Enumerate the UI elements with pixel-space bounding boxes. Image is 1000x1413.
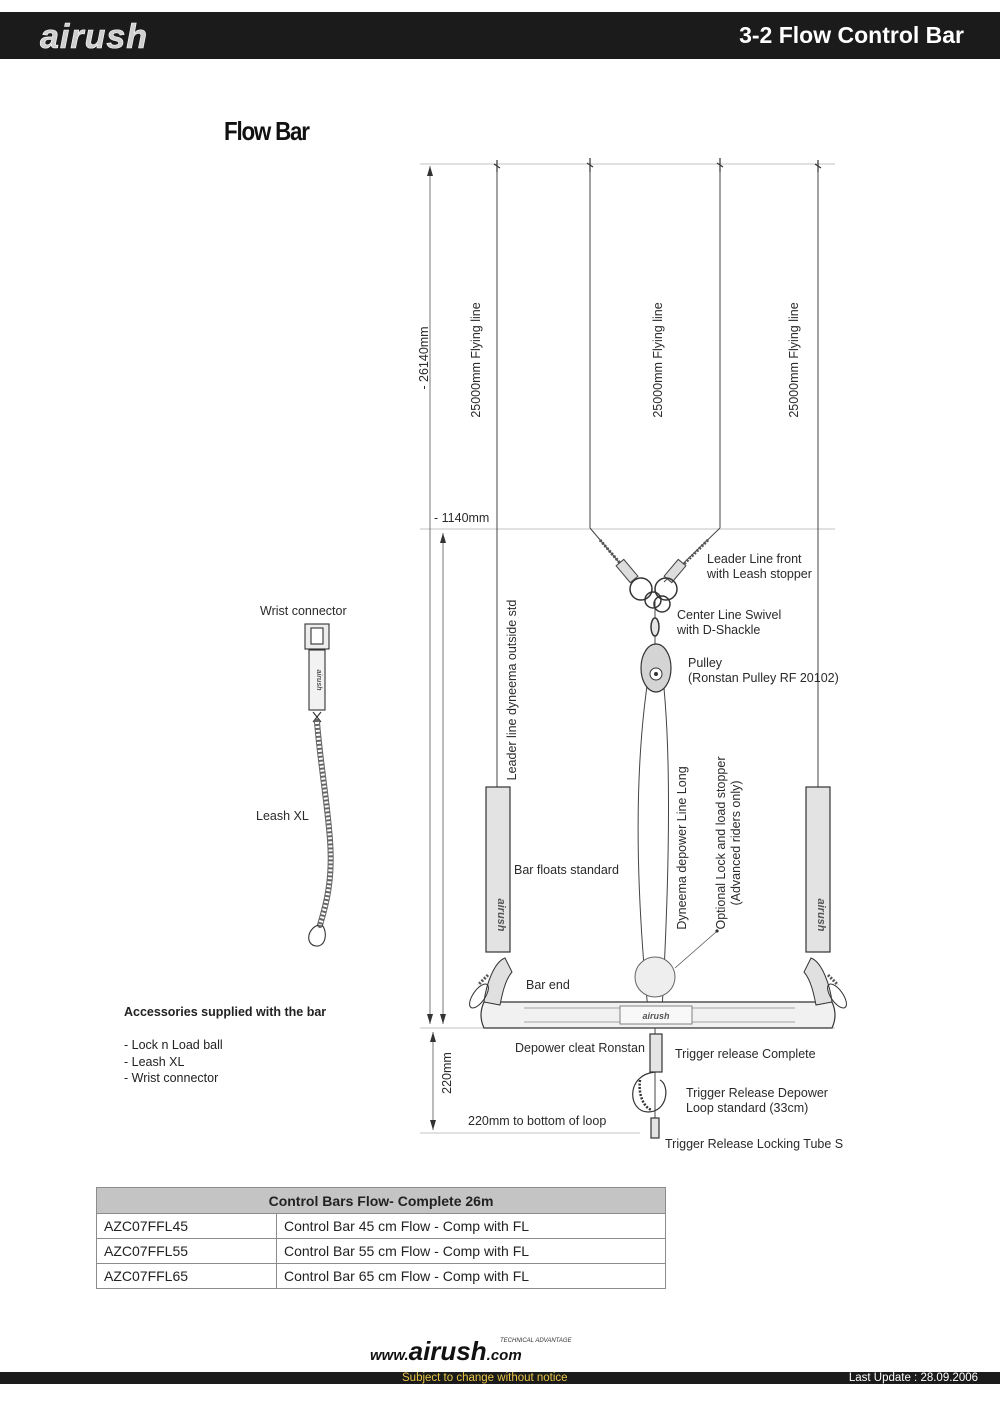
depower-line-label: Dyneema depower Line Long — [675, 766, 689, 930]
footer-notice: Subject to change without notice — [402, 1372, 568, 1384]
product-description: Control Bar 55 cm Flow - Comp with FL — [277, 1239, 666, 1264]
flying-line-center-label: 25000mm Flying line — [651, 302, 665, 418]
footer-tagline: TECHNICAL ADVANTAGE — [500, 1338, 572, 1344]
leader-outside-label: Leader line dyneema outside std — [505, 599, 519, 781]
table-row — [97, 1214, 666, 1239]
product-code: AZC07FFL65 — [97, 1264, 277, 1289]
product-code: AZC07FFL55 — [97, 1239, 277, 1264]
footer-url-suffix: .com — [486, 1347, 522, 1364]
dim-total-label: - 26140mm — [417, 326, 431, 390]
table-row — [97, 1239, 666, 1264]
leader-line-front-label-2: with Leash stopper — [707, 567, 812, 581]
dim-loop-label: 220mm — [440, 1052, 454, 1094]
trigger-tube-label: Trigger Release Locking Tube S — [665, 1137, 844, 1151]
trigger-depower-label-2: Loop standard (33cm) — [686, 1101, 809, 1115]
product-description: Control Bar 45 cm Flow - Comp with FL — [277, 1214, 666, 1239]
footer-bar — [0, 1372, 1000, 1384]
wrist-brand: airush — [315, 669, 322, 691]
control-bars-table — [96, 1187, 666, 1289]
float-brand-left: airush — [495, 898, 507, 932]
trigger-complete-label: Trigger release Complete — [675, 1047, 816, 1061]
footer-url-prefix: www. — [370, 1347, 409, 1364]
accessory-item: - Leash XL — [124, 1054, 185, 1069]
table-row — [97, 1264, 666, 1289]
accessories-list — [124, 1037, 223, 1087]
dim-leader-label: - 1140mm — [434, 511, 490, 525]
footer-website-logo — [370, 1334, 630, 1368]
wrist-connector-label: Wrist connector — [260, 604, 347, 618]
flying-line-right-label: 25000mm Flying line — [787, 302, 801, 418]
bar-floats-label: Bar floats standard — [514, 863, 619, 877]
optional-lock-label: Optional Lock and load stopper — [714, 756, 728, 930]
product-code: AZC07FFL45 — [97, 1214, 277, 1239]
product-description: Control Bar 65 cm Flow - Comp with FL — [277, 1264, 666, 1289]
trigger-depower-label: Trigger Release Depower — [686, 1086, 828, 1100]
bar-end-label: Bar end — [526, 978, 570, 992]
dim-loop-bottom-label: 220mm to bottom of loop — [468, 1114, 607, 1128]
table-title: Control Bars Flow- Complete 26m — [97, 1188, 666, 1214]
pulley-label: Pulley — [688, 656, 723, 670]
footer-url-brand: airush — [408, 1336, 487, 1366]
footer-last-update: Last Update : 28.09.2006 — [848, 1372, 978, 1384]
swivel-label-2: with D-Shackle — [677, 623, 761, 637]
accessory-item: - Lock n Load ball — [124, 1038, 223, 1052]
table-header-row — [97, 1188, 666, 1214]
optional-lock-label-2: (Advanced riders only) — [729, 780, 743, 906]
accessories-title: Accessories supplied with the bar — [124, 1005, 327, 1019]
float-brand-right: airush — [815, 898, 827, 932]
page-heading: Flow Bar — [224, 116, 309, 146]
accessory-item: - Wrist connector — [124, 1071, 219, 1085]
depower-cleat-label: Depower cleat Ronstan — [515, 1041, 645, 1055]
leader-line-front-label: Leader Line front — [707, 552, 802, 566]
leash-label: Leash XL — [256, 809, 309, 823]
pulley-label-2: (Ronstan Pulley RF 20102) — [688, 671, 839, 685]
svg-text:www.airush.com — [370, 1336, 522, 1366]
logo-text: airush — [40, 18, 149, 54]
section-title: 3-2 Flow Control Bar — [739, 22, 964, 48]
swivel-label: Center Line Swivel — [677, 608, 782, 622]
bar-brand: airush — [642, 1011, 670, 1021]
flying-line-left-label: 25000mm Flying line — [469, 302, 483, 418]
